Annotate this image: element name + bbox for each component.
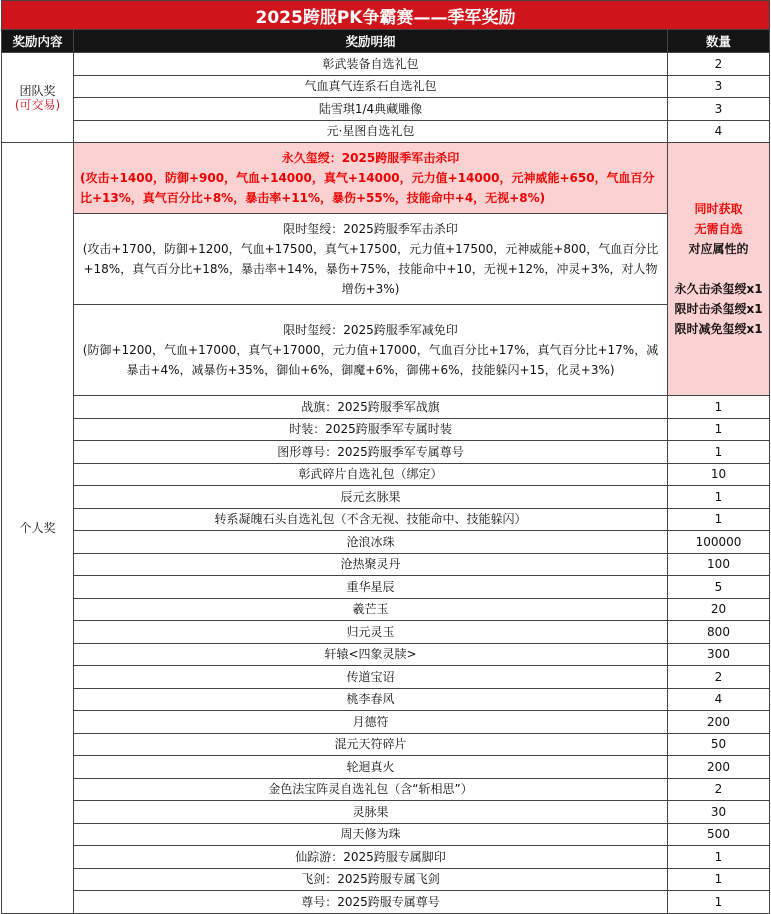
item-name: 辰元玄脉果	[74, 486, 668, 509]
limited-def-seal-cell	[74, 305, 668, 396]
table-row	[2, 778, 770, 801]
item-qty: 100	[668, 553, 770, 576]
item-name: 重华星辰	[74, 576, 668, 599]
reward-table	[1, 0, 770, 914]
item-qty: 100000	[668, 531, 770, 554]
item-qty: 1	[668, 441, 770, 464]
table-row	[2, 441, 770, 464]
table-row-limited-kill-seal	[2, 214, 770, 305]
note-line: 无需自选	[694, 222, 743, 236]
item-qty: 4	[668, 688, 770, 711]
note-line: 限时击杀玺绶x1	[674, 302, 763, 316]
header-category: 奖励内容	[2, 30, 74, 53]
table-row	[2, 120, 770, 143]
item-qty: 1	[668, 891, 770, 914]
item-name: 彰武碎片自选礼包（绑定）	[74, 463, 668, 486]
item-name: 金色法宝阵灵自选礼包（含“斩相思”）	[74, 778, 668, 801]
note-line: 对应属性的	[688, 242, 749, 256]
item-qty: 3	[668, 75, 770, 98]
table-row	[2, 98, 770, 121]
item-name: 轮迴真火	[74, 756, 668, 779]
item-name: 彰武装备自选礼包	[74, 53, 668, 76]
table-row	[2, 711, 770, 734]
table-row	[2, 733, 770, 756]
item-name: 飞剑：2025跨服专属飞剑	[74, 868, 668, 891]
item-qty: 500	[668, 823, 770, 846]
item-name: 沧热聚灵丹	[74, 553, 668, 576]
permanent-seal-stats: (攻击+1400，防御+900，气血+14000，真气+14000，元力值+14000，元神威能+650，气血百分比+13%，真气百分比+8%，暴击率+11%，暴伤+55%，技能命中+4，无视+8%)	[80, 171, 655, 205]
table-row	[2, 418, 770, 441]
item-qty: 1	[668, 486, 770, 509]
note-line: 同时获取	[694, 202, 743, 216]
table-row-limited-def-seal	[2, 305, 770, 396]
table-row	[2, 53, 770, 76]
item-qty: 200	[668, 756, 770, 779]
table-row	[2, 463, 770, 486]
table-row-permanent-seal	[2, 143, 770, 214]
item-qty: 3	[668, 98, 770, 121]
header-qty: 数量	[668, 30, 770, 53]
table-row	[2, 508, 770, 531]
table-row	[2, 823, 770, 846]
item-qty: 10	[668, 463, 770, 486]
table-row	[2, 846, 770, 869]
item-name: 仙踪游：2025跨服专属脚印	[74, 846, 668, 869]
item-qty: 1	[668, 846, 770, 869]
header-detail: 奖励明细	[74, 30, 668, 53]
item-name: 沧浪冰珠	[74, 531, 668, 554]
seal-note	[668, 143, 770, 396]
note-line: 永久击杀玺绶x1	[674, 282, 763, 296]
team-category-note: (可交易)	[14, 97, 61, 112]
item-qty: 5	[668, 576, 770, 599]
limited-kill-seal-name: 限时玺绶：2025跨服季军击杀印	[283, 222, 458, 236]
item-qty: 1	[668, 418, 770, 441]
item-name: 时装：2025跨服季军专属时装	[74, 418, 668, 441]
item-name: 轩辕<四象灵牍>	[74, 643, 668, 666]
item-qty: 1	[668, 508, 770, 531]
item-name: 转系凝魄石头自选礼包（不含无视、技能命中、技能躲闪）	[74, 508, 668, 531]
item-name: 尊号：2025跨服专属尊号	[74, 891, 668, 914]
item-name: 灵脉果	[74, 801, 668, 824]
table-row	[2, 598, 770, 621]
table-row	[2, 553, 770, 576]
note-line: 限时减免玺绶x1	[674, 322, 763, 336]
personal-category: 个人奖	[2, 143, 74, 914]
permanent-seal-name: 永久玺绶：2025跨服季军击杀印	[281, 151, 460, 165]
item-name: 周天修为珠	[74, 823, 668, 846]
table-row	[2, 666, 770, 689]
item-name: 战旗：2025跨服季军战旗	[74, 396, 668, 419]
team-category-label: 团队奖	[19, 83, 56, 98]
item-qty: 1	[668, 868, 770, 891]
page-title: 2025跨服PK争霸赛——季军奖励	[2, 1, 770, 30]
item-qty: 800	[668, 621, 770, 644]
item-name: 桃李春风	[74, 688, 668, 711]
limited-def-seal-name: 限时玺绶：2025跨服季军减免印	[283, 323, 458, 337]
item-qty: 2	[668, 778, 770, 801]
table-row	[2, 576, 770, 599]
item-qty: 20	[668, 598, 770, 621]
table-row	[2, 801, 770, 824]
table-row	[2, 868, 770, 891]
table-row	[2, 756, 770, 779]
table-row	[2, 486, 770, 509]
item-name: 月德符	[74, 711, 668, 734]
item-qty: 2	[668, 666, 770, 689]
limited-kill-seal-cell	[74, 214, 668, 305]
item-qty: 30	[668, 801, 770, 824]
table-row	[2, 643, 770, 666]
item-name: 图形尊号：2025跨服季军专属尊号	[74, 441, 668, 464]
permanent-seal-cell	[74, 143, 668, 214]
item-qty: 300	[668, 643, 770, 666]
item-qty: 50	[668, 733, 770, 756]
item-qty: 200	[668, 711, 770, 734]
item-name: 传道宝诏	[74, 666, 668, 689]
item-name: 气血真气连系石自选礼包	[74, 75, 668, 98]
item-name: 陆雪琪1/4典藏雕像	[74, 98, 668, 121]
item-name: 羲芒玉	[74, 598, 668, 621]
limited-kill-seal-stats: (攻击+1700，防御+1200，气血+17500，真气+17500，元力值+17500，元神威能+800，气血百分比+18%，真气百分比+18%，暴击率+14%，暴伤+75%，技能命中+10，无视+12%，冲灵+3%，对人物增伤+3%)	[82, 242, 659, 296]
item-qty: 1	[668, 396, 770, 419]
item-name: 元·星图自选礼包	[74, 120, 668, 143]
table-row	[2, 396, 770, 419]
item-qty: 4	[668, 120, 770, 143]
table-row	[2, 688, 770, 711]
table-row	[2, 531, 770, 554]
team-category	[2, 53, 74, 143]
item-name: 归元灵玉	[74, 621, 668, 644]
table-row	[2, 891, 770, 914]
item-qty: 2	[668, 53, 770, 76]
item-name: 混元天符碎片	[74, 733, 668, 756]
table-row	[2, 75, 770, 98]
table-row	[2, 621, 770, 644]
limited-def-seal-stats: (防御+1200，气血+17000，真气+17000，元力值+17000，气血百分比+17%，真气百分比+17%，减暴击+4%，减暴伤+35%，御仙+6%，御魔+6%，御佛+6%，技能躲闪+15，化灵+3%)	[82, 343, 659, 377]
